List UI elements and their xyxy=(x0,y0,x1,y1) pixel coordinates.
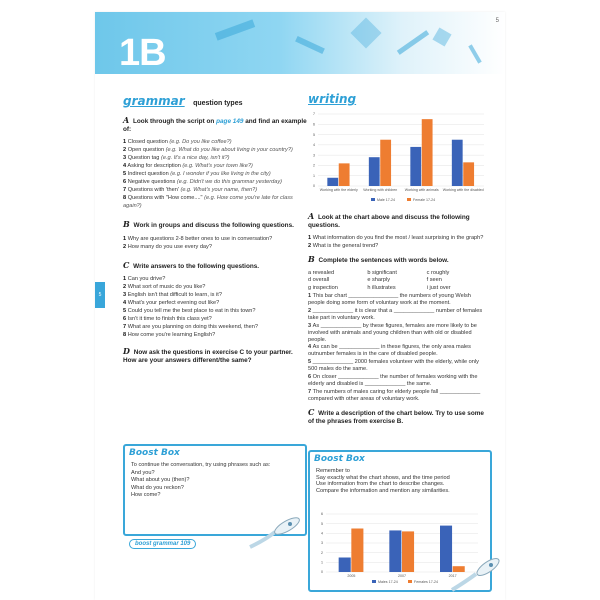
boost-body xyxy=(310,466,490,496)
list-item xyxy=(123,194,308,210)
question-types-list xyxy=(123,138,308,210)
task-a xyxy=(308,212,486,230)
task-d xyxy=(123,347,308,365)
item-number: 2 xyxy=(123,243,127,250)
y-tick-label: 1 xyxy=(313,173,315,178)
decorative-shard xyxy=(295,36,325,54)
task-text: and find an example of: xyxy=(123,118,307,134)
item-text: What information do you find the most / least surprising in the graph? xyxy=(312,235,484,242)
task-c xyxy=(308,408,486,426)
word-option: d overall xyxy=(308,277,330,284)
x-tick-label: Working with children xyxy=(363,188,398,192)
list-item xyxy=(123,146,308,154)
bar-male-17-24 xyxy=(452,140,463,186)
grammar-heading xyxy=(123,92,308,110)
task-b xyxy=(123,220,308,230)
bar-female-17-24 xyxy=(380,140,391,186)
decorative-shard xyxy=(432,27,451,46)
list-item xyxy=(123,170,308,178)
y-tick-label: 2 xyxy=(321,550,323,555)
item-text: Why are questions 2-8 better ones to use in conversation? xyxy=(127,235,273,242)
list-item xyxy=(123,299,308,307)
task-letter: C xyxy=(123,259,130,270)
x-tick-label: 2007 xyxy=(398,574,406,578)
boost-title: Boost Box xyxy=(129,448,180,458)
y-tick-label: 3 xyxy=(321,541,323,546)
answer-questions-list xyxy=(123,275,308,339)
item-number: 1 xyxy=(308,235,312,242)
writing-column xyxy=(308,92,486,106)
item-text: What are you planning on doing this weekend, then? xyxy=(127,323,258,330)
item-example: (e.g. Didn't we do this grammar yesterday) xyxy=(176,179,283,186)
item-label: Question tag xyxy=(127,155,160,162)
item-label: Asking for description xyxy=(127,163,181,170)
legend-label: Male 17-24 xyxy=(377,198,395,202)
bar-male-17-24 xyxy=(327,178,338,186)
x-tick-label: 2017 xyxy=(448,574,457,578)
sentence-number: 5 xyxy=(308,359,313,366)
word-option: h illustrates xyxy=(367,284,396,291)
y-tick-label: 4 xyxy=(313,143,315,148)
item-number: 7 xyxy=(123,187,127,194)
sentence xyxy=(308,389,486,403)
boost-line: Remember to xyxy=(316,468,350,474)
item-label: Indirect question xyxy=(127,171,169,178)
item-example: (e.g. I wonder if you like living in the city) xyxy=(170,171,271,178)
item-example: (e.g. Do you like coffee?) xyxy=(169,139,232,146)
rocket-icon xyxy=(450,552,505,592)
legend-swatch xyxy=(408,580,412,583)
item-label: Questions with 'then' xyxy=(127,187,179,194)
item-text: Isn't it time to finish this class yet? xyxy=(127,315,212,322)
item-number: 1 xyxy=(123,275,127,282)
task-a xyxy=(123,116,308,134)
decorative-shard xyxy=(397,30,429,55)
word-option: g inspection xyxy=(308,284,338,291)
sentence-text: _____________ it is clear that a _____________ number of females take part in voluntary work. xyxy=(308,307,483,321)
item-number: 5 xyxy=(123,307,127,314)
item-number: 2 xyxy=(123,147,127,154)
word-option: b significant xyxy=(367,269,397,276)
y-tick-label: 6 xyxy=(313,122,315,127)
boost-body xyxy=(125,460,305,502)
task-letter: B xyxy=(123,219,130,230)
section-subtitle: question types xyxy=(193,100,243,107)
legend-swatch xyxy=(372,580,376,583)
sentence-number: 4 xyxy=(308,344,313,351)
x-tick-label: Working with animals xyxy=(404,188,439,192)
item-number: 8 xyxy=(123,195,127,202)
rocket-icon xyxy=(245,512,305,552)
list-item xyxy=(308,242,486,250)
task-letter: A xyxy=(123,115,130,125)
task-text: Look at the chart above and discuss the following questions. xyxy=(308,214,470,230)
list-item xyxy=(123,243,308,251)
item-number: 1 xyxy=(123,235,127,242)
boost-phrase: What about you (then)? xyxy=(131,477,190,483)
bar-females-17-24 xyxy=(351,529,363,573)
sentence-text: The numbers of males caring for elderly people fall _____________ compared with other areas of voluntary work. xyxy=(308,388,481,402)
bar-males-17-24 xyxy=(339,558,351,573)
item-number: 3 xyxy=(123,291,127,298)
chart-questions-list xyxy=(308,234,486,250)
y-tick-label: 0 xyxy=(313,184,315,189)
sentence xyxy=(308,374,486,388)
legend-label: Females 17-24 xyxy=(414,580,438,584)
sentence-number: 6 xyxy=(308,374,313,381)
list-item xyxy=(123,291,308,299)
item-text: Can you drive? xyxy=(127,275,166,282)
item-number: 3 xyxy=(123,155,127,162)
sentence xyxy=(308,344,486,358)
item-number: 6 xyxy=(123,179,127,186)
sentence xyxy=(308,293,486,307)
script-page-link[interactable]: page 149 xyxy=(216,118,244,125)
word-option: c roughly xyxy=(426,269,450,276)
boost-grammar-link[interactable]: boost grammar 109 xyxy=(129,539,196,549)
item-text: English isn't that difficult to learn, is it? xyxy=(127,291,222,298)
y-tick-label: 6 xyxy=(321,512,323,517)
item-number: 4 xyxy=(123,163,127,170)
item-label: Open question xyxy=(127,147,165,154)
y-tick-label: 2 xyxy=(313,163,315,168)
sentence-text: This bar chart ________________ the numbers of young Welsh people doing some form of voluntary work at the moment. xyxy=(308,293,471,307)
boost-phrase: How come? xyxy=(131,492,161,498)
unit-number: 1B xyxy=(119,32,166,74)
task-letter: B xyxy=(308,254,315,265)
x-tick-label: Working with the disabled xyxy=(442,188,484,192)
item-label: Negative questions xyxy=(127,179,176,186)
boost-phrases xyxy=(131,470,299,500)
legend-swatch xyxy=(371,198,375,201)
item-label: Closed question xyxy=(127,139,168,146)
decorative-shard xyxy=(468,44,481,63)
item-number: 8 xyxy=(123,331,127,338)
word-option: a revealed xyxy=(308,269,335,276)
item-text: What is the general trend? xyxy=(312,243,379,250)
list-item xyxy=(123,186,308,194)
item-number: 6 xyxy=(123,315,127,322)
legend-label: Males 17-24 xyxy=(378,580,398,584)
task-letter: C xyxy=(308,406,315,417)
word-option: e sharply xyxy=(367,277,391,284)
task-c xyxy=(123,261,308,271)
y-tick-label: 7 xyxy=(313,112,315,117)
bar-male-17-24 xyxy=(369,157,380,186)
item-number: 5 xyxy=(123,171,127,178)
y-tick-label: 4 xyxy=(321,531,323,536)
boost-line: Use information from the chart to describe changes. xyxy=(316,481,445,488)
bar-female-17-24 xyxy=(422,119,433,186)
item-text: How come you're learning English? xyxy=(127,331,216,338)
voluntary-work-chart xyxy=(308,108,488,204)
item-number: 4 xyxy=(123,299,127,306)
item-example: (e.g. What's your town like?) xyxy=(182,163,253,170)
list-item xyxy=(123,178,308,186)
task-letter: D xyxy=(123,345,130,356)
item-example: (e.g. How come you're late for class again?) xyxy=(123,195,293,210)
task-text: Look through the script on xyxy=(133,118,215,125)
sentence-number: 7 xyxy=(308,388,313,395)
sentence-number: 2 xyxy=(308,307,313,314)
task-letter: A xyxy=(308,211,315,221)
x-tick-label: 2005 xyxy=(347,574,356,578)
bar-female-17-24 xyxy=(339,163,350,186)
boost-intro: To continue the conversation, try using phrases such as: xyxy=(131,462,271,468)
list-item xyxy=(123,235,308,243)
bar-female-17-24 xyxy=(463,162,474,186)
page-number: 5 xyxy=(495,18,499,24)
section-title: grammar xyxy=(123,94,185,108)
task-text: Write a description of the chart below. Try to use some of the phrases from exercise B. xyxy=(308,409,484,425)
sentence xyxy=(308,308,486,322)
task-text: Work in groups and discuss the following questions. xyxy=(133,222,294,230)
sentence-text: As _____________ by these figures, females are more likely to be involved with animals and young children than with old or disabled people. xyxy=(308,322,477,343)
sentence xyxy=(308,323,486,344)
item-text: What sort of music do you like? xyxy=(127,283,206,290)
task-text: Write answers to the following questions. xyxy=(133,262,260,270)
sentences-list xyxy=(308,293,486,403)
bar-male-17-24 xyxy=(410,147,421,186)
list-item xyxy=(123,283,308,291)
word-bank xyxy=(308,270,486,293)
item-number: 2 xyxy=(308,243,312,250)
unit-banner xyxy=(95,12,505,74)
list-item xyxy=(123,162,308,170)
discussion-list xyxy=(123,235,308,251)
sentence xyxy=(308,359,486,373)
item-number: 1 xyxy=(123,139,127,146)
item-number: 7 xyxy=(123,323,127,330)
list-item xyxy=(308,234,486,242)
writing-tasks xyxy=(308,206,486,426)
y-tick-label: 0 xyxy=(321,570,323,575)
item-number: 2 xyxy=(123,283,127,290)
boost-line: Say exactly what the chart shows, and the time period xyxy=(316,474,450,481)
boost-line: Compare the information and mention any similarities. xyxy=(316,487,450,494)
boost-phrase: What do you reckon? xyxy=(131,484,184,491)
list-item xyxy=(123,307,308,315)
list-item xyxy=(123,138,308,146)
list-item xyxy=(123,154,308,162)
workbook-page xyxy=(95,12,505,600)
item-text: How many do you use every day? xyxy=(127,243,212,250)
sentence-text: On closer _____________ the number of females working with the elderly and disabled is _____________ the same. xyxy=(308,374,478,387)
boost-title: Boost Box xyxy=(314,454,365,464)
word-option: f seen xyxy=(426,277,442,284)
grammar-column xyxy=(123,92,308,365)
list-item xyxy=(123,323,308,331)
y-tick-label: 3 xyxy=(313,153,315,158)
list-item xyxy=(123,331,308,339)
boost-phrase: And you? xyxy=(131,469,155,476)
y-tick-label: 5 xyxy=(313,132,315,137)
item-example: (e.g. What do you like about living in your country?) xyxy=(165,147,293,154)
task-b xyxy=(308,255,486,265)
sentence-number: 1 xyxy=(308,293,313,300)
list-item xyxy=(123,275,308,283)
task-text: Complete the sentences with words below. xyxy=(318,257,449,265)
item-example: (e.g. What's your name, then?) xyxy=(180,187,258,194)
bar-males-17-24 xyxy=(389,530,401,572)
side-tab: 5 xyxy=(95,282,105,308)
item-example: (e.g. It's a nice day, isn't it?) xyxy=(160,155,230,162)
item-text: What's your perfect evening out like? xyxy=(127,299,220,306)
decorative-shard xyxy=(350,17,381,48)
item-label: Questions with "How come...." xyxy=(127,195,203,202)
x-tick-label: Working with the elderly xyxy=(319,188,358,192)
task-text: Now ask the questions in exercise C to your partner. How are your answers different/the same? xyxy=(123,348,293,365)
y-tick-label: 5 xyxy=(321,521,323,526)
sentence-text: As can be _____________ in these figures, the only area males outnumber females is in the care of disabled people. xyxy=(308,344,471,358)
decorative-shard xyxy=(215,19,255,40)
legend-swatch xyxy=(407,198,411,201)
item-text: Could you tell me the best place to eat in this town? xyxy=(127,307,256,314)
y-tick-label: 1 xyxy=(321,560,323,565)
section-title: writing xyxy=(308,92,357,106)
list-item xyxy=(123,315,308,323)
word-option: i just over xyxy=(426,284,451,291)
bar-females-17-24 xyxy=(402,531,414,572)
sentence-text: _____________ 2000 females volunteer with the elderly, while only 500 males do the same. xyxy=(308,359,479,373)
sentence-number: 3 xyxy=(308,322,313,329)
legend-label: Female 17-24 xyxy=(413,198,436,202)
